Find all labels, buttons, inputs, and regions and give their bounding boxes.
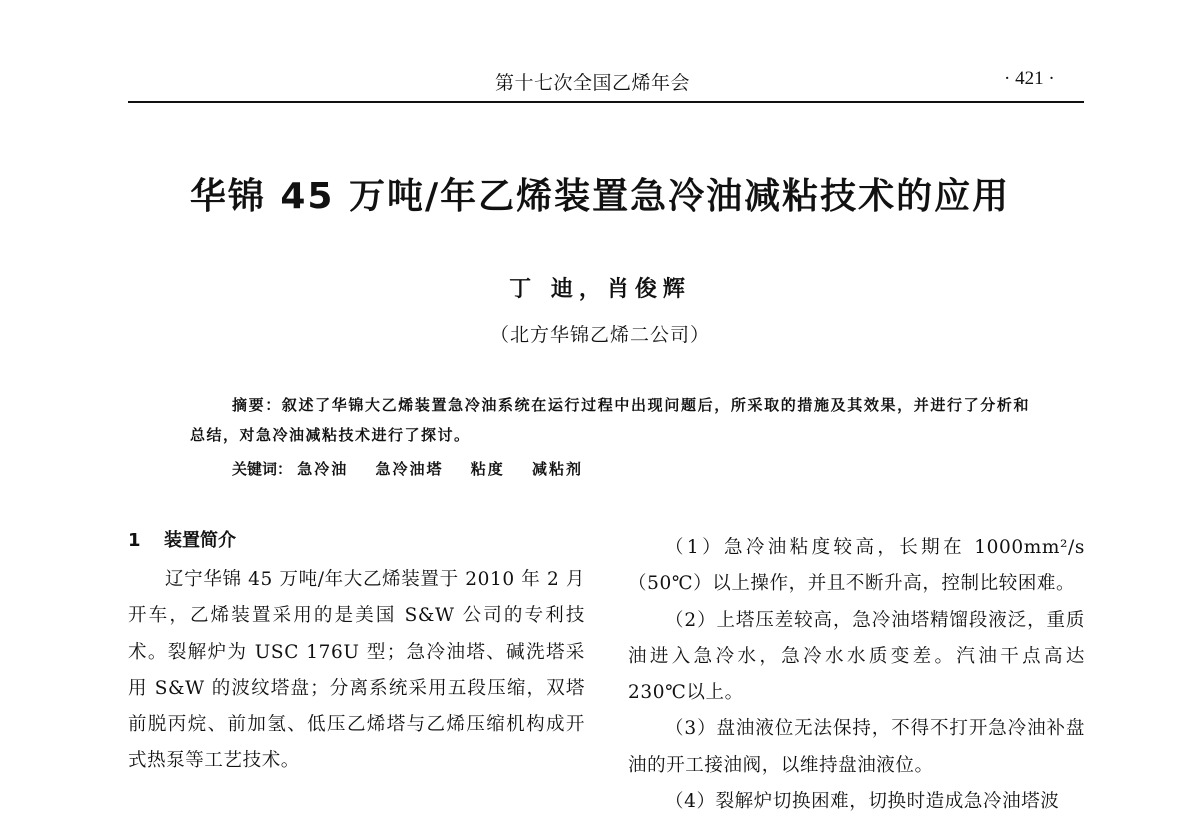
problem-item: （1）急冷油粘度较高，长期在 1000mm²/s（50℃）以上操作，并且不断升高，控制比较困难。 [628, 537, 1085, 595]
abstract-text: 叙述了华锦大乙烯装置急冷油系统在运行过程中出现问题后，所采取的措施及其效果，并进行了分析和总结，对急冷油减粘技术进行了探讨。 [190, 396, 1030, 444]
section-heading [128, 526, 585, 556]
authors: 丁 迪，肖俊辉 [509, 276, 691, 302]
keyword: 急冷油塔 [375, 460, 444, 478]
keyword: 急冷油 [297, 460, 349, 478]
problem-item: （4）裂解炉切换困难，切换时造成急冷油塔波 [665, 791, 1060, 813]
section-paragraph: 辽宁华锦 45 万吨/年大乙烯装置于 2010 年 2 月开车，乙烯装置采用的是美国 S&W 公司的专利技术。裂解炉为 USC 176U 型；急冷油塔、碱洗塔采用 S&W 的波纹塔盘；分离系统采用五段压缩，双塔前脱丙烷、前加氢、低压乙烯塔与乙烯压缩机构成开式热泵等工艺技术。 [128, 569, 585, 772]
keywords [232, 456, 605, 482]
paper-title: 华锦 45 万吨/年乙烯装置急冷油减粘技术的应用 [189, 176, 1011, 217]
right-column [628, 526, 1085, 820]
keyword: 粘度 [470, 460, 505, 478]
problem-item: （3）盘油液位无法保持，不得不打开急冷油补盘油的开工接油阀，以维持盘油液位。 [628, 718, 1085, 776]
section-title: 装置简介 [164, 530, 236, 551]
keyword: 减粘剂 [532, 460, 584, 478]
affiliation: （北方华锦乙烯二公司） [489, 324, 710, 346]
header-rule [128, 101, 1084, 103]
problem-item: （2）上塔压差较高，急冷油塔精馏段液泛，重质油进入急冷水，急冷水水质变差。汽油干点高达 230℃以上。 [628, 609, 1085, 704]
section-number: 1 [128, 530, 141, 551]
abstract [190, 390, 1030, 450]
left-column [128, 526, 585, 780]
running-title: 第十七次全国乙烯年会 [495, 72, 691, 94]
page-number: · 421 · [1004, 68, 1055, 89]
keywords-label: 关键词： [232, 460, 293, 478]
abstract-label: 摘要： [232, 396, 282, 414]
